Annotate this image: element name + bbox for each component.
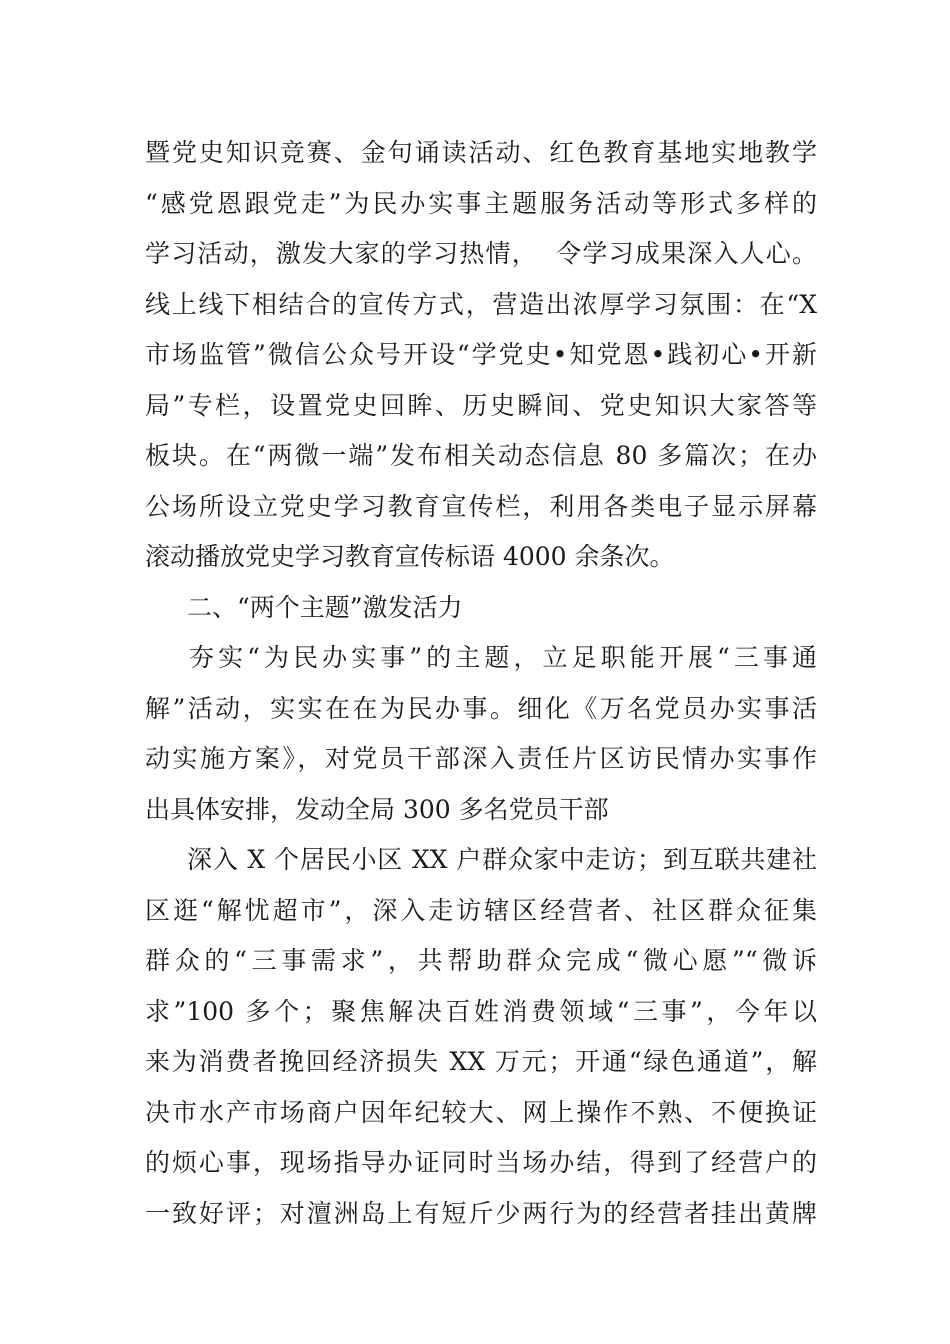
body-line: 学习活动，激发大家的学习热情， 令学习成果深入人心。: [145, 239, 817, 268]
body-line: 群众的“三事需求”，共帮助群众完成“微心愿”“微诉: [145, 946, 817, 975]
body-line: 滚动播放党史学习教育宣传标语 4000 余条次。: [145, 542, 675, 571]
body-line: 求”100 多个；聚焦解决百姓消费领域“三事”，今年以: [145, 996, 817, 1026]
body-line: 夯实“为民办实事”的主题，立足职能开展“三事通: [189, 643, 817, 672]
body-line: 区逛“解忧超市”，深入走访辖区经营者、社区群众征集: [145, 895, 817, 925]
body-line: 来为消费者挽回经济损失 XX 万元；开通“绿色通道”，解: [145, 1047, 817, 1076]
body-line: 出具体安排，发动全局 300 多名党员干部: [145, 794, 609, 824]
body-line: 线上线下相结合的宣传方式，营造出浓厚学习氛围：在“X: [145, 289, 817, 319]
body-line: 一致好评；对澶洲岛上有短斤少两行为的经营者挂出黄牌: [145, 1198, 817, 1228]
body-line: 局”专栏，设置党史回眸、历史瞬间、党史知识大家答等: [145, 390, 817, 420]
document-body: [145, 128, 817, 1239]
body-line: 决市水产市场商户因年纪较大、网上操作不熟、不便换证: [145, 1097, 817, 1127]
body-line: 解”活动，实实在在为民办事。细化《万名党员办实事活: [145, 693, 817, 723]
body-line: 深入 X 个居民小区 XX 户群众家中走访；到互联共建社: [187, 845, 817, 874]
body-line: “感党恩跟党走”为民办实事主题服务活动等形式多样的: [145, 188, 817, 218]
body-line: 市场监管”微信公众号开设“学党史•知党恩•践初心•开新: [145, 340, 817, 369]
body-line: 的烦心事，现场指导办证同时当场办结，得到了经营户的: [145, 1148, 817, 1177]
section-heading: 二、“两个主题”激发活力: [187, 592, 463, 622]
body-line: 动实施方案》，对党员干部深入责任片区访民情办实事作: [145, 744, 817, 773]
body-line: 公场所设立党史学习教育宣传栏，利用各类电子显示屏幕: [145, 491, 817, 521]
body-line: 板块。在“两微一端”发布相关动态信息 80 多篇次；在办: [145, 441, 817, 470]
body-line: 暨党史知识竞赛、金句诵读活动、红色教育基地实地教学: [145, 138, 817, 167]
